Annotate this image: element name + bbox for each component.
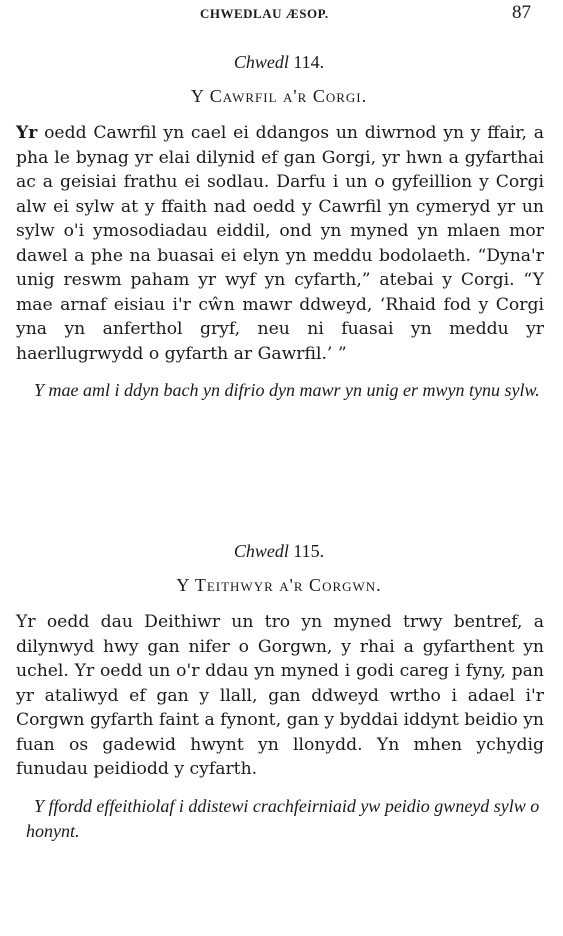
fable-115 bbox=[14, 541, 544, 844]
page-number: 87 bbox=[512, 2, 531, 23]
fable-body bbox=[16, 121, 544, 366]
fable-body-text: oedd dau Deithiwr un tro yn myned trwy bentref, a dilynwyd hwy gan nifer o Gorgwn, y rhai a gyfarthent yn uchel. Yr oedd un o'r ddau yn myned i godi careg i fyny, pan yr ataliwyd ef gan y llall, gan ddweyd wrtho i adael i'r Corgwn gyfarth faint a fynont, gan y byddai iddynt beidio yn fuan os gadewid hwynt yn llonydd. Yn mhen ychydig funudau peidiodd y cyfarth. bbox=[16, 612, 544, 779]
fable-title: Y Cawrfil a'r Corgi. bbox=[190, 86, 368, 106]
fable-number bbox=[14, 541, 544, 562]
fable-body bbox=[16, 610, 544, 782]
fable-114 bbox=[14, 52, 544, 403]
fable-number-value: 115. bbox=[293, 541, 325, 561]
fable-title: Y Teithwyr a'r Corgwn. bbox=[176, 575, 382, 595]
fable-moral: Y ffordd effeithiolaf i ddistewi crachfeirniaid yw peidio gwneyd sylw o honynt. bbox=[26, 795, 540, 841]
fable-number-word: Chwedl bbox=[233, 541, 289, 561]
fable-number bbox=[14, 52, 544, 73]
fable-body-first-word: Yr bbox=[16, 612, 36, 632]
running-head: CHWEDLAU ÆSOP. bbox=[200, 6, 329, 21]
fable-number-word: Chwedl bbox=[233, 52, 289, 72]
fable-moral: Y mae aml i ddyn bach yn difrio dyn mawr yn unig er mwyn tynu sylw. bbox=[34, 380, 540, 400]
fable-body-text: oedd Cawrfil yn cael ei ddangos un diwrnod yn y ffair, a pha le bynag yr elai dilynid ef gan Gorgi, yr hwn a gyfarthai ac a geisiai frathu ei sodlau. Darfu i un o gyfeillion y Corgi alw ei sylw at y ffaith nad oedd y Cawrfil yn cymeryd yr un sylw o'i ymosodiadau eiddil, ond yn myned yn mlaen mor dawel a phe na buasai ei elyn yn meddu bodolaeth. “Dyna'r unig reswm paham yr wyf yn cyfarth,” atebai y Corgi. “Y mae arnaf eisiau i'r cŵn mawr ddweyd, ‘Rhaid fod y Corgi yna yn anferthol gryf, neu ni fuasai yn meddu yr haerllugrwydd o gyfarth ar Gawrfil.’ ” bbox=[16, 123, 544, 364]
fable-number-value: 114. bbox=[293, 52, 325, 72]
fable-body-first-word: Yr bbox=[16, 123, 38, 143]
